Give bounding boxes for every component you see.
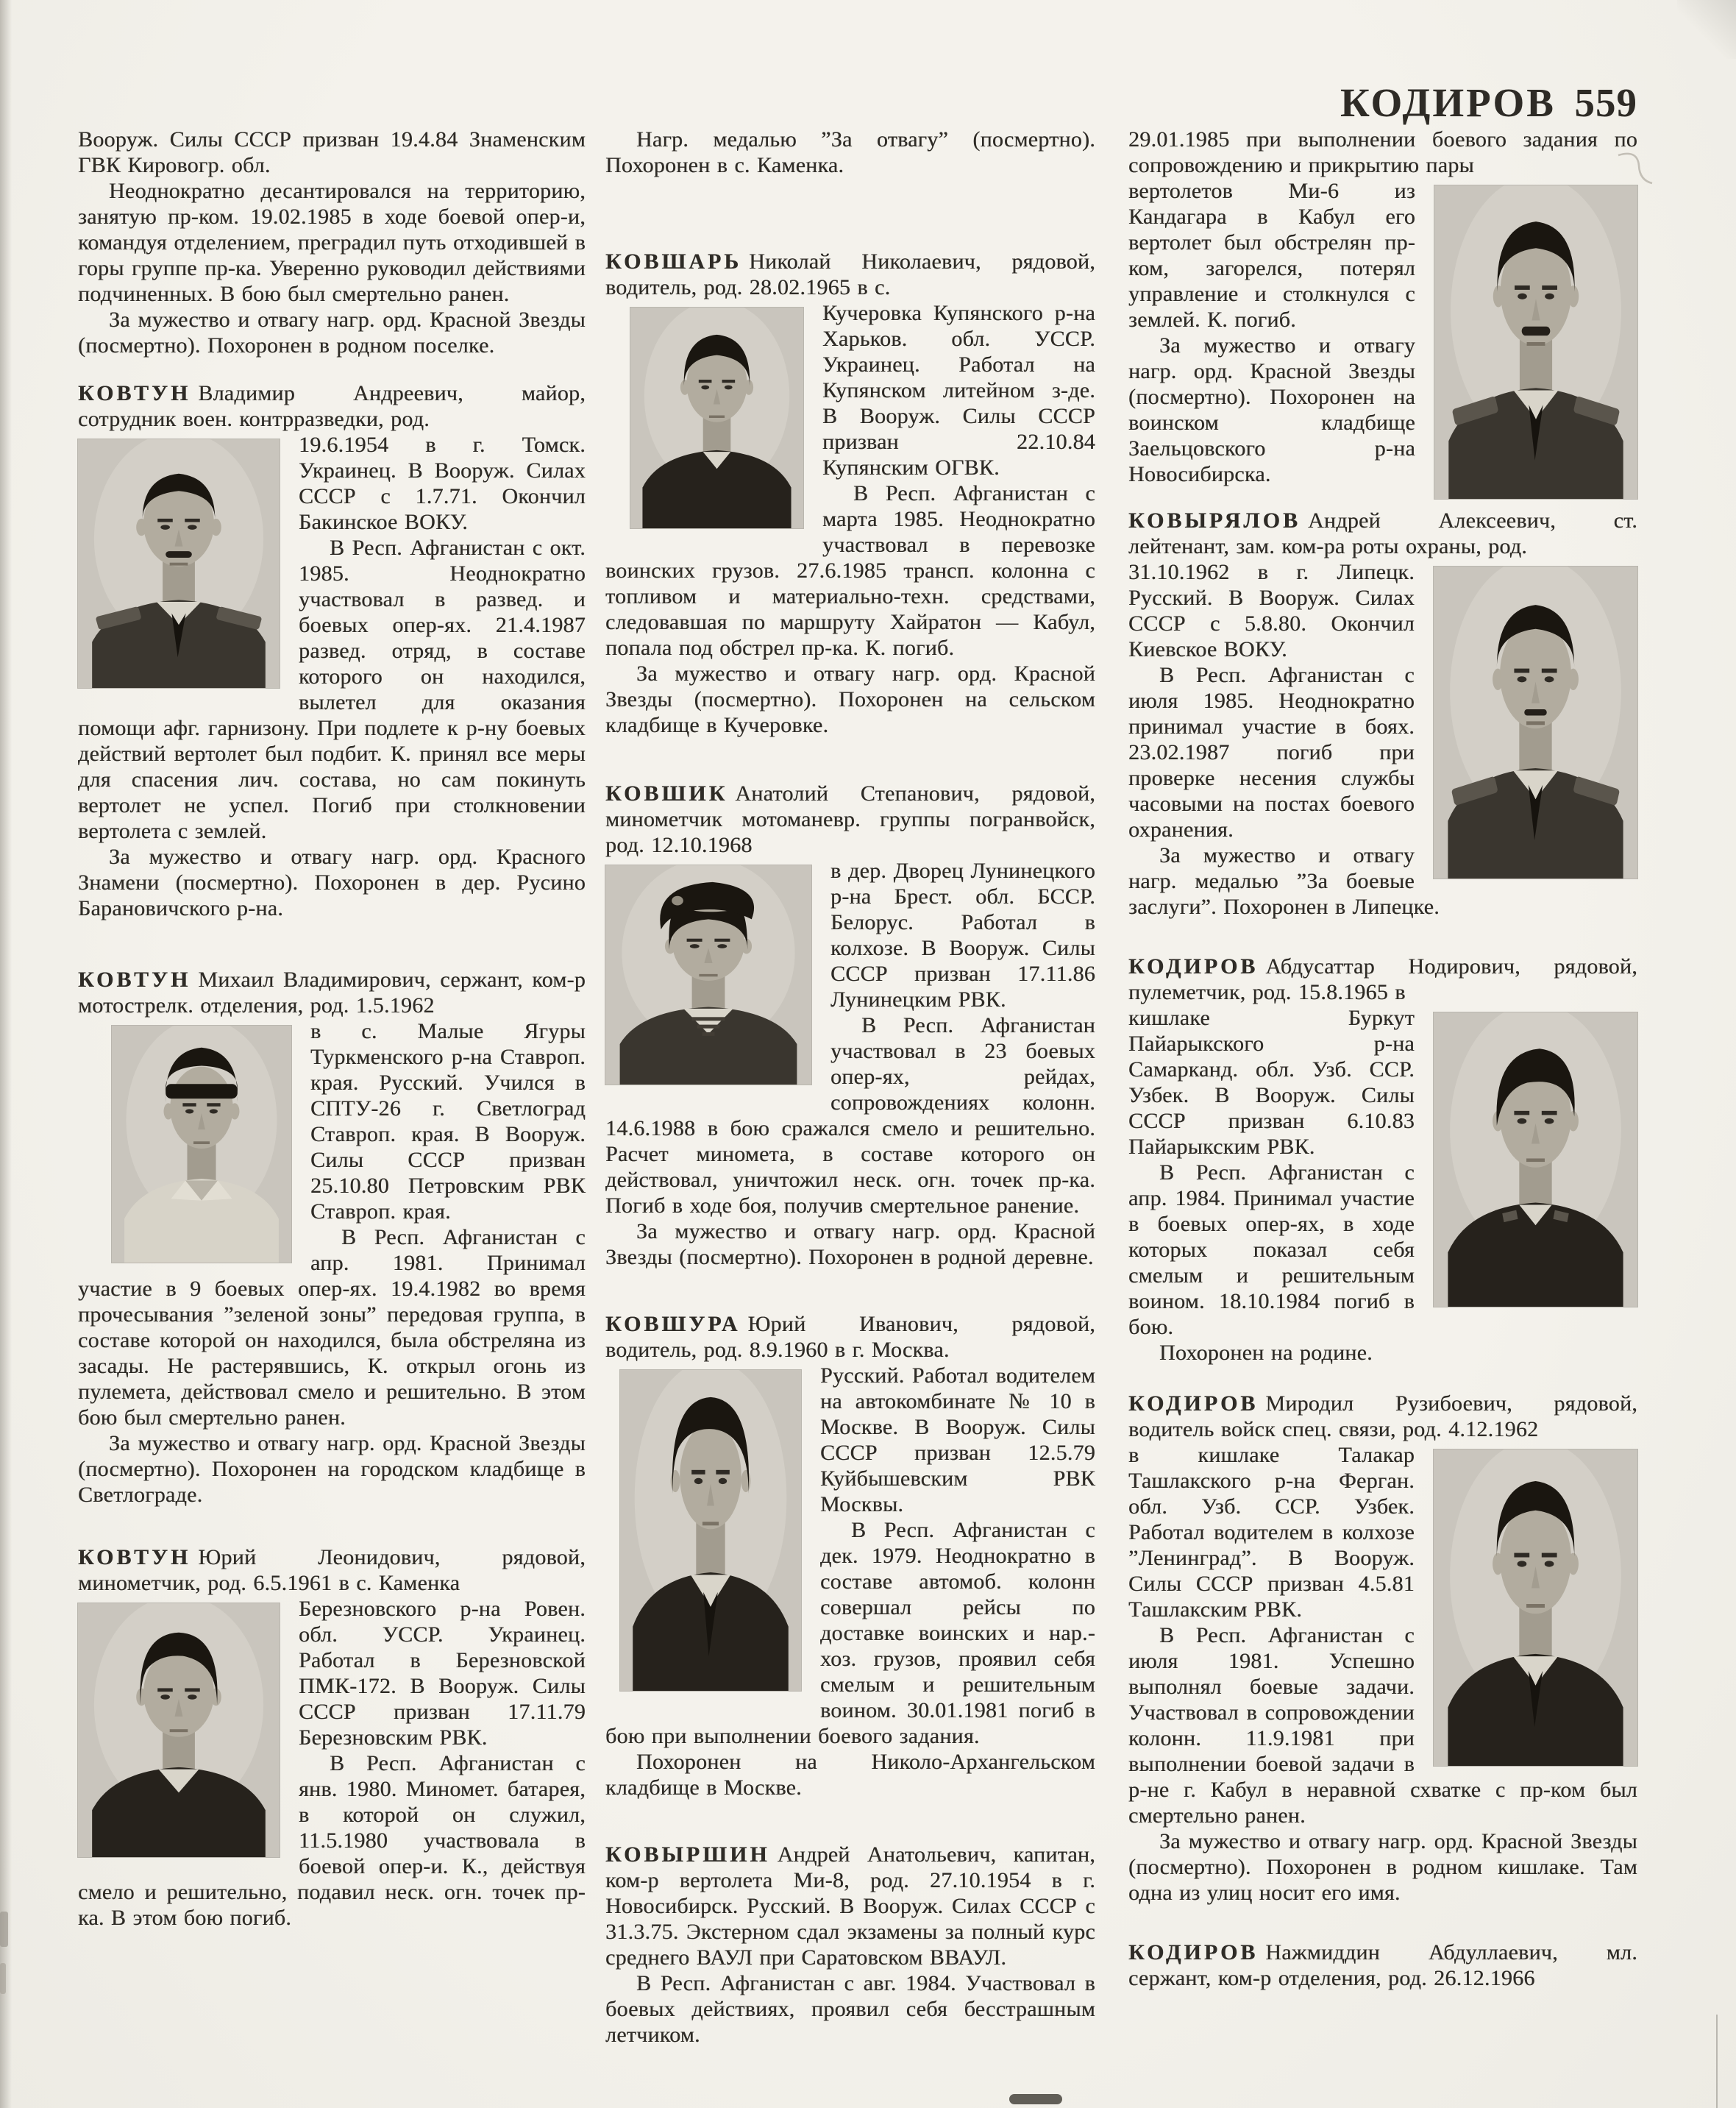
entry-kodirov-mirodil [1128, 1391, 1637, 1906]
column-1 [78, 127, 586, 1931]
column-2 [605, 127, 1095, 2048]
bio-paragraph: Березновского р-на Ровен. обл. УССР. Украинец. Работал в Березновской ПМК-172. В Вооруж. Силы СССР призван 17.11.79 Березновским РВК. [299, 1597, 586, 1750]
entry-head-text: Андрей Алексеевич, ст. лейтенант, зам. ком-ра роты охраны, род. [1128, 508, 1637, 558]
entry-heading [605, 249, 1095, 300]
entry-head-text: Михаил Владимирович, сержант, ком-р мотострелк. отделения, род. 1.5.1962 [78, 968, 586, 1018]
entry-heading [78, 380, 586, 432]
continuation-block [605, 127, 1095, 178]
entry-heading [78, 967, 586, 1018]
scan-bottom-mark [1009, 2094, 1062, 2104]
bio-paragraph: 29.01.1985 при выполнении боевого задания по сопровождению и прикрытию пары [1128, 127, 1637, 177]
entry-kovtun-vladimir [78, 380, 586, 921]
scan-smudge [0, 1963, 6, 1994]
entry-surname: КОВЫРШИН [605, 1842, 770, 1867]
bio-paragraph: За мужество и отвагу нагр. орд. Красной Звезды (посмертно). Похоронен в родной деревне. [605, 1219, 1095, 1269]
bio-paragraph: За мужество и отвагу нагр. орд. Красной Звезды (посмертно). Похоронен в родном поселке. [78, 308, 586, 358]
bio-paragraph: За мужество и отвагу нагр. орд. Красной Звезды (посмертно). Похоронен на сельском кладбище в Кучеровке. [605, 661, 1095, 737]
scan-smudge [0, 1912, 8, 1947]
portrait-photo [1434, 1449, 1637, 1766]
portrait-photo [605, 865, 811, 1085]
bio-paragraph: Похоронен на Николо-Архангельском кладбище в Москве. [605, 1750, 1095, 1800]
bio-paragraph: Нагр. медалью ”За отвагу” (посмертно). Похоронен в с. Каменка. [605, 127, 1095, 177]
entry-kovshik [605, 781, 1095, 1270]
portrait-photo [78, 439, 280, 688]
bio-paragraph: За мужество и отвагу нагр. орд. Красной Звезды (посмертно). Похоронен на городском кладбище в Светлограде. [78, 1431, 586, 1507]
entry-head-text: Юрий Иванович, рядовой, водитель, род. 8.9.1960 в г. Москва. [605, 1312, 1095, 1362]
entry-heading [605, 1842, 1095, 1970]
entry-surname: КОВШУРА [605, 1312, 741, 1336]
scan-edge-shadow [0, 0, 12, 2108]
entry-surname: КОДИРОВ [1128, 954, 1259, 979]
entry-kovtun-mikhail [78, 967, 586, 1508]
entry-surname: КОВТУН [78, 968, 191, 992]
bio-paragraph: в дер. Дворец Лунинецкого р-на Брест. обл. БССР. Белорус. Работал в колхозе. В Вооруж. Силы СССР призван 17.11.86 Лунинецким РВК. [830, 859, 1095, 1012]
running-header [1340, 79, 1637, 126]
bio-paragraph: В Респ. Афганистан с окт. 1985. Неоднократно участвовал в развед. и боевых опер-ях. 21.4.1987 развед. отряд, в составе которого он находился, вылетел для оказания помощи афг. гарнизону. При подлете к р-ну боевых действий вертолет был подбит. К. принял все меры для спасения лич. состава, но сам покинуть вертолет не успел. Погиб при столкновении вертолета с землей. [78, 536, 586, 843]
bio-paragraph: За мужество и отвагу нагр. орд. Красной Звезды (посмертно). Похоронен на воинском кладбище Заельцовского р-на Новосибирска. [1128, 333, 1415, 486]
entry-heading [605, 781, 1095, 858]
entry-kovshar [605, 249, 1095, 738]
bio-paragraph: Русский. Работал водителем на автокомбинате № 10 в Москве. В Вооруж. Силы СССР призван 12.5.79 Куйбышевским РВК Москвы. [820, 1363, 1095, 1516]
bio-paragraph: Неоднократно десантировался на территорию, занятую пр-ком. 19.02.1985 в ходе боевой опер-и, командуя отделением, преградил путь отходившей в горы группе пр-ка. Уверенно руководил действиями подчиненных. В бою был смертельно ранен. [78, 179, 586, 306]
bio-paragraph: Вооруж. Силы СССР призван 19.4.84 Знаменским ГВК Кировогр. обл. [78, 127, 586, 177]
bio-paragraph: За мужество и отвагу нагр. медалью ”За боевые заслуги”. Похоронен в Липецке. [1128, 843, 1440, 919]
entry-head-text: Абдусаттар Нодирович, рядовой, пулеметчик, род. 15.8.1965 в [1128, 954, 1637, 1004]
bio-paragraph: В Респ. Афганистан участвовал в 23 боевых опер-ях, рейдах, сопровождениях колонн. 14.6.1988 в бою сражался смело и решительно. Расчет миномета, в составе которого он действовал, уничтожил неск. огн. точек пр-ка. Погиб в ходе боя, получив смертельное ранение. [605, 1013, 1095, 1218]
bio-paragraph: 19.6.1954 в г. Томск. Украинец. В Вооруж. Силах СССР с 1.7.71. Окончил Бакинское ВОКУ. [299, 433, 586, 534]
entry-heading [1128, 508, 1637, 559]
entry-kodirov-abdusattar [1128, 954, 1637, 1366]
bio-paragraph: В Респ. Афганистан с июля 1981. Успешно выполнял боевые задачи. Участвовал в сопровождении колонн. 11.9.1981 при выполнении боевой задачи в р-не г. Кабул в неравной схватке с пр-ком был смертельно ранен. [1128, 1623, 1637, 1828]
bio-paragraph: в кишлаке Талакар Ташлакского р-на Ферган. обл. Узб. ССР. Узбек. Работал водителем в колхозе ”Ленинград”. В Вооруж. Силы СССР призван 4.5.81 Ташлакским РВК. [1128, 1443, 1415, 1622]
bio-paragraph: В Респ. Афганистан с апр. 1981. Принимал участие в 9 боевых опер-ях. 19.4.1982 во время прочесывания ”зеленой зоны” передовая группа, в составе которой он находился, была обстреляна из засады. Не растерявшись, К. открыл огонь из пулемета, действовал смело и решительно. В этом бою был смертельно ранен. [78, 1225, 586, 1430]
entry-heading [1128, 1391, 1637, 1442]
bio-paragraph: В Респ. Афганистан с июля 1985. Неоднократно принимал участие в боях. 23.02.1987 погиб при проверке несения службы часовыми на постах боевого охранения. [1128, 663, 1415, 842]
entry-heading [1128, 1940, 1637, 1991]
entry-surname: КОВШАРЬ [605, 249, 742, 274]
entry-kovyryalov [1128, 508, 1637, 920]
portrait-photo [1434, 185, 1637, 499]
column-3 [1128, 127, 1637, 1991]
entry-head-text: Анатолий Степанович, рядовой, минометчик мотоманевр. группы погранвойск, род. 12.10.1968 [605, 781, 1095, 857]
entry-head-text: Юрий Леонидович, рядовой, минометчик, род. 6.5.1961 в с. Каменка [78, 1545, 586, 1595]
bio-paragraph: За мужество и отвагу нагр. орд. Красного Знамени (посмертно). Похоронен в дер. Русино Барановичского р-на. [78, 845, 586, 920]
entry-head-text: Николай Николаевич, рядовой, водитель, род. 28.02.1965 в с. [605, 249, 1095, 299]
entry-kovyrshin [605, 1842, 1095, 2048]
page-number: 559 [1574, 80, 1637, 125]
continuation-block [1128, 127, 1637, 487]
header-keyword: КОДИРОВ [1340, 80, 1556, 125]
continuation-block [78, 127, 586, 358]
entry-heading [78, 1544, 586, 1596]
entry-kovtun-yuri [78, 1544, 586, 1931]
entry-surname: КОДИРОВ [1128, 1940, 1259, 1965]
entry-head-text: Владимир Андреевич, майор, сотрудник воен. контрразведки, род. [78, 381, 586, 431]
entry-surname: КОДИРОВ [1128, 1391, 1259, 1416]
bio-paragraph: В Респ. Афганистан с дек. 1979. Неоднократно в составе автомоб. колонн совершал рейсы по доставке воинских и нар.-хоз. грузов, проявил себя смелым и решительным воином. 30.01.1981 погиб в бою при выполнении боевого задания. [605, 1518, 1095, 1748]
portrait-photo [1434, 567, 1637, 879]
bio-paragraph: За мужество и отвагу нагр. орд. Красной Звезды (посмертно). Похоронен в родном кишлаке. Там одна из улиц носит его имя. [1128, 1829, 1637, 1905]
bio-paragraph: 31.10.1962 в г. Липецк. Русский. В Вооруж. Силах СССР с 5.8.80. Окончил Киевское ВОКУ. [1128, 560, 1415, 661]
scan-edge-line [1716, 2015, 1718, 2108]
portrait-photo [630, 308, 803, 528]
entry-head-text: Нажмиддин Абдуллаевич, мл. сержант, ком-р отделения, род. 26.12.1966 [1128, 1940, 1637, 1990]
bio-paragraph: В Респ. Афганистан с янв. 1980. Миномет. батарея, в которой он служил, 11.5.1980 участвовала в боевой опер-и. К., действуя смело и решительно, подавил неск. огн. точек пр-ка. В этом бою погиб. [78, 1751, 586, 1930]
entry-surname: КОВТУН [78, 1545, 191, 1569]
scan-corner-shade [1677, 0, 1736, 59]
entry-surname: КОВТУН [78, 381, 191, 405]
bio-paragraph: кишлаке Буркут Пайарыкского р-на Самарканд. обл. Узб. ССР. Узбек. В Вооруж. Силы СССР призван 6.10.83 Пайарыкским РВК. [1128, 1006, 1415, 1159]
bio-paragraph: вертолетов Ми-6 из Кандагара в Кабул его вертолет был обстрелян пр-ком, загорелся, потерял управление и столкнулся с землей. К. погиб. [1128, 179, 1415, 332]
entry-heading [605, 1311, 1095, 1363]
entry-kovshura [605, 1311, 1095, 1800]
portrait-photo [78, 1603, 280, 1857]
entry-surname: КОВЫРЯЛОВ [1128, 508, 1301, 533]
portrait-photo [620, 1370, 801, 1691]
portrait-photo [112, 1026, 291, 1263]
entry-head-text: Андрей Анатольевич, капитан, ком-р вертолета Ми-8, род. 27.10.1954 в г. Новосибирск. Русский. В Вооруж. Силах СССР с 31.3.75. Экстерном сдал экзамены за полный курс среднего ВАУЛ при Саратовском ВВАУЛ. [605, 1842, 1095, 1970]
bio-paragraph: Кучеровка Купянского р-на Харьков. обл. УССР. Украинец. Работал на Купянском литейном з-де. В Вооруж. Силы СССР призван 22.10.84 Купянским ОГВК. [822, 301, 1095, 480]
entry-kodirov-nazhmiddin [1128, 1940, 1637, 1991]
bio-paragraph: В Респ. Афганистан с авг. 1984. Участвовал в боевых действиях, проявил себя бесстрашным летчиком. [605, 1971, 1095, 2047]
bio-paragraph: В Респ. Афганистан с апр. 1984. Принимал участие в боевых опер-ях, в ходе которых показал себя смелым и решительным воином. 18.10.1984 погиб в бою. [1128, 1160, 1415, 1339]
entry-heading [1128, 954, 1637, 1005]
bio-paragraph: Похоронен на родине. [1159, 1341, 1373, 1365]
entry-surname: КОВШИК [605, 781, 728, 806]
bio-paragraph: В Респ. Афганистан с марта 1985. Неоднократно участвовал в перевозке воинских грузов. 27.6.1985 трансп. колонна с топливом и материально-техн. средствами, следовавшая по маршруту Хайратон — Кабул, попала под обстрел пр-ка. К. погиб. [605, 481, 1095, 660]
portrait-photo [1434, 1012, 1637, 1307]
bio-paragraph: в с. Малые Ягуры Туркменского р-на Ставроп. края. Русский. Учился в СПТУ-26 г. Светлоград Ставроп. края. В Вооруж. Силы СССР призван 25.10.80 Петровским РВК Ставроп. края. [310, 1019, 586, 1224]
entry-head-text: Миродил Рузибоевич, рядовой, водитель войск спец. связи, род. 4.12.1962 [1128, 1391, 1637, 1441]
